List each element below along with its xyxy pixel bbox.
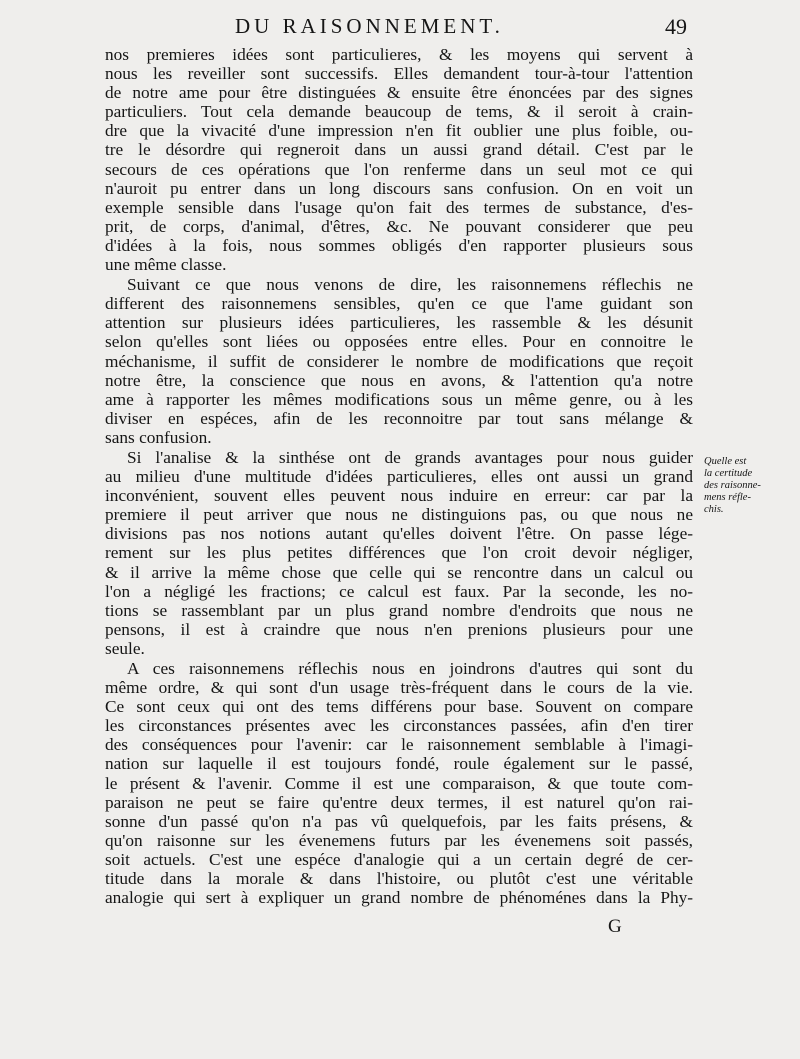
text-line: analogie qui sert à expliquer un grand nombre de phénoménes dans la Phy-	[105, 888, 693, 908]
page-header	[105, 14, 695, 42]
text-line: rement sur les plus petites différences que l'on croit devoir négliger,	[105, 543, 693, 563]
text-line: des conséquences pour l'avenir: car le raisonnement semblable à l'imagi-	[105, 735, 693, 755]
text-line: sans confusion.	[105, 427, 212, 447]
text-line: les circonstances présentes avec les circonstances passées, afin d'en tirer	[105, 716, 693, 736]
text-line: paraison ne peut se faire qu'entre deux termes, il est naturel qu'on rai-	[105, 792, 693, 812]
text-line: different des raisonnemens sensibles, qu'en ce que l'ame guidant son	[105, 294, 693, 314]
text-line: nation sur laquelle il est toujours fondé, roule également sur le passé,	[105, 754, 693, 774]
text-line: Suivant ce que nous venons de dire, les raisonnemens réflechis ne	[127, 275, 693, 295]
text-line: de notre ame pour être distinguées & ensuite être énoncées par des signes	[105, 83, 693, 103]
margin-note-line: la certitude	[704, 468, 753, 479]
text-line: le présent & l'avenir. Comme il est une comparaison, & que toute com-	[105, 773, 693, 793]
text-line: n'auroit pu entrer dans un long discours sans confusion. On en voit un	[105, 178, 693, 198]
text-line: tre le désordre qui regneroit dans un aussi grand détail. C'est par le	[105, 140, 693, 160]
text-line: au milieu d'une multitude d'idées particulieres, elles ont aussi un grand	[105, 467, 693, 487]
signature-mark: G	[608, 916, 622, 937]
text-line: premiere il peut arriver que nous ne distinguions pas, ou que nous ne	[105, 505, 693, 525]
text-line: inconvénient, souvent elles peuvent nous induire en erreur: car par la	[105, 486, 693, 506]
text-line: notre être, la conscience que nous en avons, & l'attention qu'a notre	[105, 370, 693, 390]
text-line: qu'on raisonne sur les évenemens futurs par les évenemens soit passés,	[105, 830, 693, 850]
text-line: sonne d'un passé qu'on n'a pas vû quelquefois, par les faits présens, &	[105, 811, 693, 831]
text-line: secours de ces opérations que l'on renferme dans un seul mot ce qui	[105, 159, 693, 179]
text-line: attention sur plusieurs idées particulieres, les rassemble & les désunit	[105, 313, 693, 333]
text-line: selon qu'elles sont liées ou opposées entre elles. Pour en connoitre le	[105, 332, 693, 352]
body-text	[105, 45, 693, 907]
text-line: A ces raisonnemens réflechis nous en joindrons d'autres qui sont du	[127, 659, 693, 678]
page-number: 49	[665, 14, 687, 39]
text-line: une même classe.	[105, 255, 227, 275]
text-line: pensons, il est à craindre que nous n'en prenions plusieurs pour une	[105, 619, 693, 639]
text-line: titude dans la morale & dans l'histoire, ou plutôt c'est une véritable	[105, 869, 693, 889]
text-line: prit, de corps, d'animal, d'êtres, &c. Ne pouvant considerer que peu	[105, 216, 693, 236]
text-line: & il arrive la même chose que celle qui se rencontre dans un calcul ou	[105, 562, 693, 582]
text-line: d'idées à la fois, nous sommes obligés d'en rapporter plusieurs sous	[105, 235, 693, 255]
text-line: nous les reveiller sont successifs. Elles demandent tour-à-tour l'attention	[105, 64, 693, 84]
running-title: DU RAISONNEMENT.	[235, 14, 504, 38]
margin-note-line: des raisonne-	[704, 480, 761, 491]
text-line: diviser en espéces, afin de les reconnoitre par tout sans mélange &	[105, 408, 693, 428]
text-line: nos premieres idées sont particulieres, & les moyens qui servent à	[105, 45, 693, 64]
text-line: seule.	[105, 638, 145, 658]
text-line: même ordre, & qui sont d'un usage très-fréquent dans le cours de la vie.	[105, 678, 693, 698]
text-line: dre que la vivacité d'une impression n'en fit oublier une plus foible, ou-	[105, 121, 693, 141]
text-line: exemple sensible dans l'usage qu'on fait des termes de substance, d'es-	[105, 197, 693, 217]
text-line: divisions pas nos notions autant qu'elles doivent l'être. On passe lége-	[105, 524, 693, 544]
text-line: méchanisme, il suffit de considerer le nombre de modifications que reçoit	[105, 351, 693, 371]
margin-note-line: chis.	[704, 504, 724, 515]
text-line: ame à rapporter les mêmes modifications sous un même genre, ou à les	[105, 389, 693, 409]
margin-note	[704, 456, 784, 516]
text-line: Si l'analise & la sinthése ont de grands avantages pour nous guider	[127, 447, 693, 467]
margin-note-line: Quelle est	[704, 456, 747, 467]
margin-note-line: mens réfle-	[704, 492, 751, 503]
text-line: Ce sont ceux qui ont des tems différens pour base. Souvent on compare	[105, 697, 693, 717]
text-line: soit actuels. C'est une espéce d'analogie qui a un certain degré de cer-	[105, 849, 693, 869]
text-line: l'on a négligé les fractions; ce calcul est faux. Par la seconde, les no-	[105, 581, 693, 601]
text-line: particuliers. Tout cela demande beaucoup de tems, & il seroit à crain-	[105, 102, 693, 122]
text-line: tions se rassemblant par un plus grand nombre d'endroits que nous ne	[105, 600, 693, 620]
